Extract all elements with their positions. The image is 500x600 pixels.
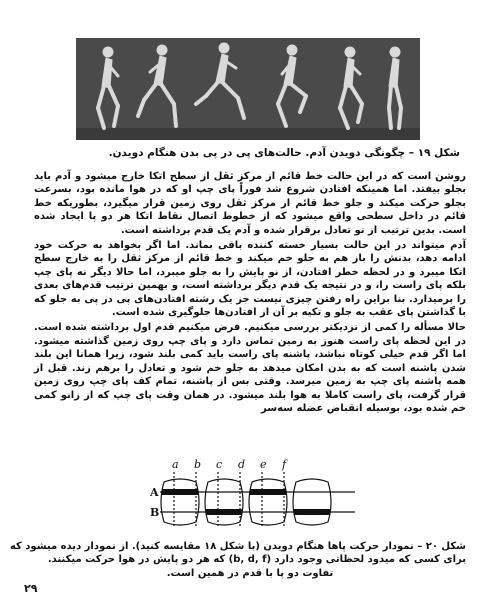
figure-20-caption-line-2: برای کسی که میدود لحظاتی وجود دارد (b, d, f) که هر دو پایش در هوا حرکت میکنند. bbox=[47, 554, 466, 566]
leg-movement-diagram bbox=[150, 458, 360, 534]
diagram-row-label-a: A bbox=[150, 486, 159, 499]
diagram-contact-shape-2 bbox=[205, 479, 243, 525]
running-sequence-photo bbox=[76, 38, 420, 140]
leg-movement-diagram-svg bbox=[150, 458, 360, 534]
diagram-bar-a-1 bbox=[162, 489, 198, 495]
page-number: ۲۹ bbox=[24, 582, 38, 595]
diagram-letter-b: b bbox=[194, 458, 202, 471]
diagram-contact-shape-1 bbox=[161, 479, 199, 525]
diagram-row-label-b: B bbox=[150, 506, 160, 519]
diagram-letter-d: d bbox=[238, 458, 246, 471]
diagram-contact-shape-3 bbox=[249, 479, 287, 525]
diagram-bar-b-2 bbox=[294, 509, 330, 515]
runner-silhouettes bbox=[76, 38, 420, 140]
figure-20-caption-line-3: تفاوت دو پا با قدم در همین است. bbox=[166, 567, 334, 579]
figure-20-caption-line-1: شکل ۲۰ – نمودار حرکت پاها هنگام دویدن (با شکل ۱۸ مقایسه کنید). از نمودار دیده میشود که bbox=[9, 541, 466, 552]
figure-20-caption bbox=[9, 540, 466, 580]
paragraph-2: آدم میتواند در این حالت بسیار خسته کننده باقی بماند. اما اگر بخواهد به حرکت خود ادامه دهد، بدنش را باز هم به جلو خم میکند و خط قائم از مرکز ثقل را به خارج سطح اتکا میبرد و در لحظه خطر افتادن، از نو پایش را به جلو میبرد، اما حالا دیگر نه پای چپ بلکه پای راست را، و در نتیجه یک قدم دیگر برداشته است، و بهمین ترتیب قدم‌های بعدی را برمیدارد. بنا براین راه رفتن چیزی نیست جز یک رشته افتادن‌های پی در پی به جلو که با گذاشتن پای عقب به جلو و تکیه بر آن از افتادن‌ها جلوگیری شده است. bbox=[34, 240, 466, 319]
diagram-bar-a-2 bbox=[250, 489, 286, 495]
diagram-bar-b-1 bbox=[206, 509, 242, 515]
figure-19-caption: شکل ۱۹ – چگونگی دویدن آدم. حالت‌های پی در پی بدن هنگام دویدن. bbox=[108, 147, 460, 159]
paragraph-3: حالا مسأله را کمی از نزدیکتر بررسی میکنیم. فرض میکنیم قدم اول برداشته شده است. در این لحظه پای راست هنوز به زمین تماس دارد و پای چپ روی زمین گذاشته میشود. اما اگر قدم خیلی کوتاه نباشد، پاشنه پای راست باید کمی بلند شود، زیرا همانا این بلند شدن پاشنه است که به بدن امکان میدهد به جلو خم شود و تعادل را برهم زند. قبل از همه پاشنه پای چپ به زمین میرسد. وقتی بس از پاشنه، تمام کف پای چپ روی زمین قرار گرفت، پای راست کاملا به هوا بلند میشود. در همان وقت پای چپ که از زانو کمی خم شده بود، بوسیله انقباض عضله سه‌سر bbox=[34, 322, 466, 414]
body-text bbox=[34, 170, 466, 417]
diagram-letter-f: f bbox=[282, 458, 287, 471]
diagram-contact-shape-4 bbox=[293, 479, 331, 525]
paragraph-1: روشن است که در این حالت خط قائم از مرکز ثقل از سطح اتکا خارج میشود و آدم باید بجلو بیفتد. اما همینکه افتادن شروع شد فوراً پای چپ او که در هوا مانده بود، بسرعت بجلو حرکت میکند و جلو خط قائم از مرکز ثقل روی زمین قرار میگیرد، بطوریکه خط قائم در داخل سطحی واقع میشود که از خطوط اتصال نقاط اتکا هر دو پا ایجاد شده است. بدین ترتیب از نو تعادل برقرار شده و آدم یک قدم برداشته است. bbox=[34, 171, 466, 236]
diagram-letter-c: c bbox=[216, 458, 223, 471]
diagram-letter-a: a bbox=[172, 458, 179, 471]
diagram-letter-e: e bbox=[260, 458, 267, 471]
